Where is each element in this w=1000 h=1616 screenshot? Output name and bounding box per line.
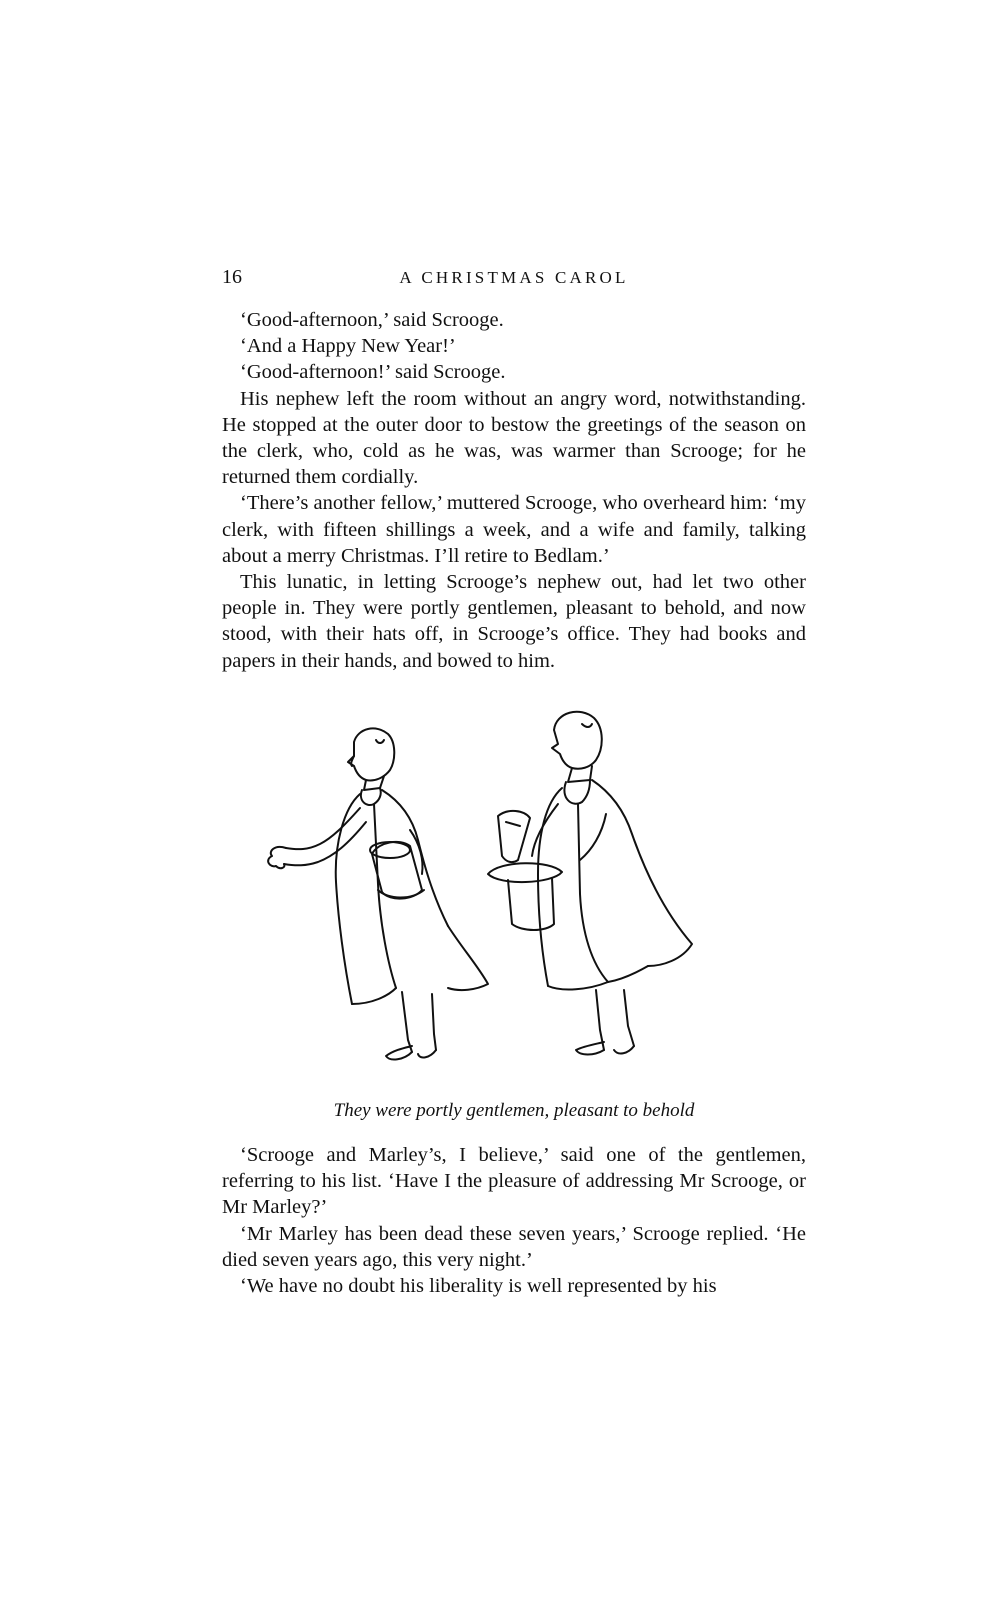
text-block-top	[222, 307, 806, 674]
right-gentleman-figure	[488, 712, 692, 1055]
left-gentleman-figure	[268, 728, 488, 1059]
illustration-caption: They were portly gentlemen, pleasant to behold	[333, 1100, 695, 1121]
paragraph: This lunatic, in letting Scrooge’s nephew out, had let two other people in. They were portly gentlemen, pleasant to behold, and now stood, with their hats off, in Scrooge’s office. They had books and papers in their hands, and bowed to him.	[222, 571, 806, 672]
paragraph: ‘And a Happy New Year!’	[240, 335, 456, 358]
paragraph: ‘Mr Marley has been dead these seven years,’ Scrooge replied. ‘He died seven years ago, this very night.’	[222, 1222, 806, 1271]
paragraph: ‘Scrooge and Marley’s, I believe,’ said one of the gentlemen, referring to his list. ‘Have I the pleasure of addressing Mr Scrooge, or Mr Marley?’	[222, 1144, 806, 1219]
paragraph: ‘Good-afternoon!’ said Scrooge.	[240, 361, 506, 384]
paragraph: His nephew left the room without an angry word, notwithstanding. He stopped at the outer door to bestow the greetings of the season on the clerk, who, cold as he was, was warmer than Scrooge; for he returned them cordially.	[222, 387, 806, 489]
paragraph: ‘We have no doubt his liberality is well represented by his	[240, 1275, 717, 1298]
illustration-two-gentlemen	[262, 704, 732, 1100]
text-block-bottom	[222, 1142, 806, 1299]
illustration-drawing	[262, 704, 732, 1100]
paragraph: ‘Good-afternoon,’ said Scrooge.	[240, 309, 504, 331]
paragraph: ‘There’s another fellow,’ muttered Scrooge, who overheard him: ‘my clerk, with fifteen shillings a week, and a wife and family, talking about a merry Christmas. I’ll retire to Bedlam.’	[222, 492, 806, 567]
running-head	[222, 266, 806, 292]
running-title: A CHRISTMAS CAROL	[399, 268, 629, 287]
page-number: 16	[222, 266, 242, 288]
